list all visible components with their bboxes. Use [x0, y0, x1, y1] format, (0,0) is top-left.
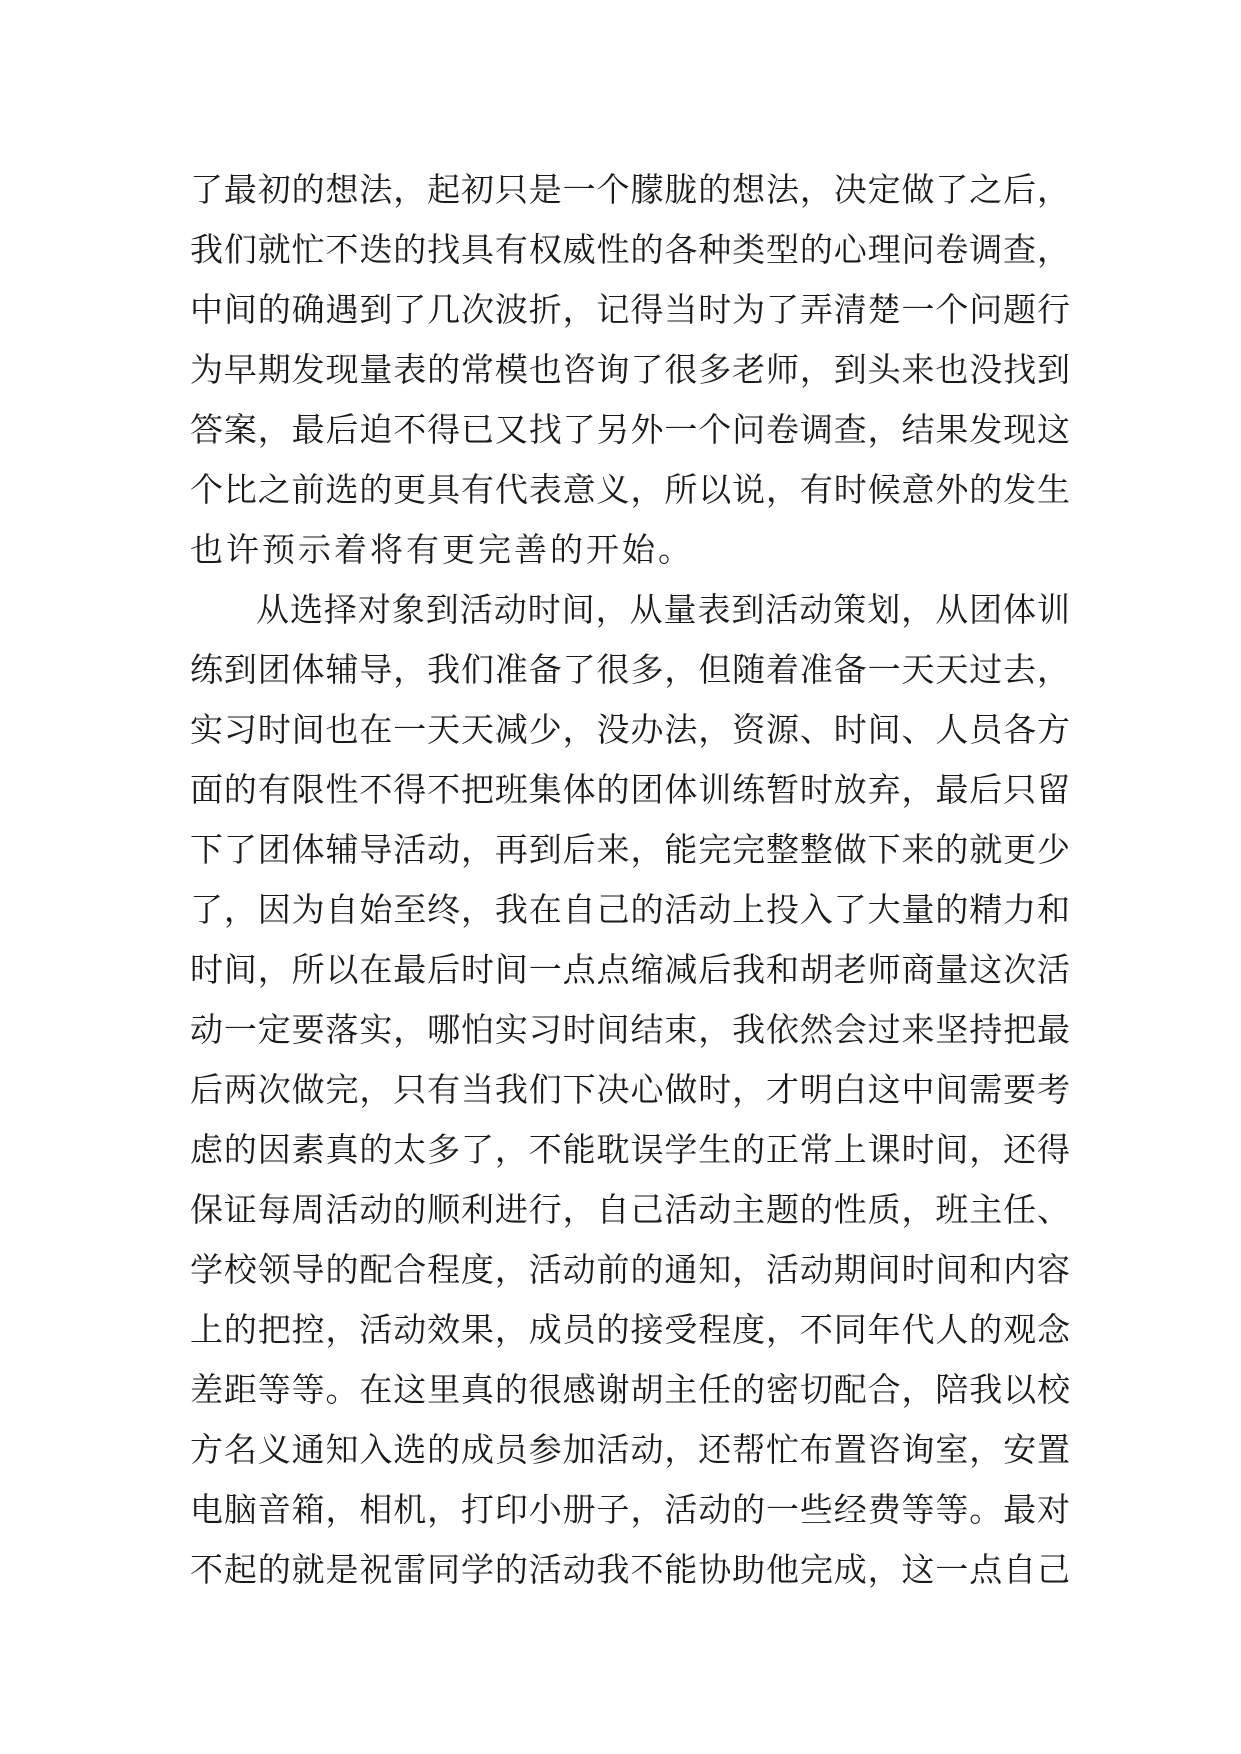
text-line: 了最初的想法，起初只是一个朦胧的想法，决定做了之后，	[190, 170, 1070, 209]
text-line: 上的把控，活动效果，成员的接受程度，不同年代人的观念	[190, 1310, 1070, 1349]
text-line: 个比之前选的更具有代表意义，所以说，有时候意外的发生	[190, 470, 1070, 509]
text-line: 时间，所以在最后时间一点点缩减后我和胡老师商量这次活	[190, 950, 1070, 989]
text-line: 虑的因素真的太多了，不能耽误学生的正常上课时间，还得	[190, 1130, 1070, 1169]
text-line: 动一定要落实，哪怕实习时间结束，我依然会过来坚持把最	[190, 1010, 1070, 1049]
text-line: 差距等等。在这里真的很感谢胡主任的密切配合，陪我以校	[190, 1370, 1070, 1409]
paragraph-2	[190, 580, 1070, 1600]
text-line: 答案，最后迫不得已又找了另外一个问卷调查，结果发现这	[190, 410, 1070, 449]
text-line: 也许预示着将有更完善的开始。	[190, 530, 694, 569]
text-line: 电脑音箱，相机，打印小册子，活动的一些经费等等。最对	[190, 1490, 1070, 1529]
paragraph-1	[190, 160, 1070, 580]
text-line: 从选择对象到活动时间，从量表到活动策划，从团体训	[256, 590, 1070, 629]
text-line: 中间的确遇到了几次波折，记得当时为了弄清楚一个问题行	[190, 290, 1070, 329]
text-line: 实习时间也在一天天减少，没办法，资源、时间、人员各方	[190, 710, 1070, 749]
text-line: 保证每周活动的顺利进行，自己活动主题的性质，班主任、	[190, 1190, 1070, 1229]
body-text	[190, 160, 1070, 1600]
text-line: 不起的就是祝雷同学的活动我不能协助他完成，这一点自己	[190, 1550, 1070, 1589]
text-line: 学校领导的配合程度，活动前的通知，活动期间时间和内容	[190, 1250, 1070, 1289]
text-line: 后两次做完，只有当我们下决心做时，才明白这中间需要考	[190, 1070, 1070, 1109]
text-line: 了，因为自始至终，我在自己的活动上投入了大量的精力和	[190, 890, 1070, 929]
text-line: 练到团体辅导，我们准备了很多，但随着准备一天天过去，	[190, 650, 1070, 689]
text-line: 下了团体辅导活动，再到后来，能完完整整做下来的就更少	[190, 830, 1070, 869]
text-line: 面的有限性不得不把班集体的团体训练暂时放弃，最后只留	[190, 770, 1070, 809]
text-line: 我们就忙不迭的找具有权威性的各种类型的心理问卷调查，	[190, 230, 1070, 269]
text-line: 方名义通知入选的成员参加活动，还帮忙布置咨询室，安置	[190, 1430, 1070, 1469]
text-line: 为早期发现量表的常模也咨询了很多老师，到头来也没找到	[190, 350, 1070, 389]
